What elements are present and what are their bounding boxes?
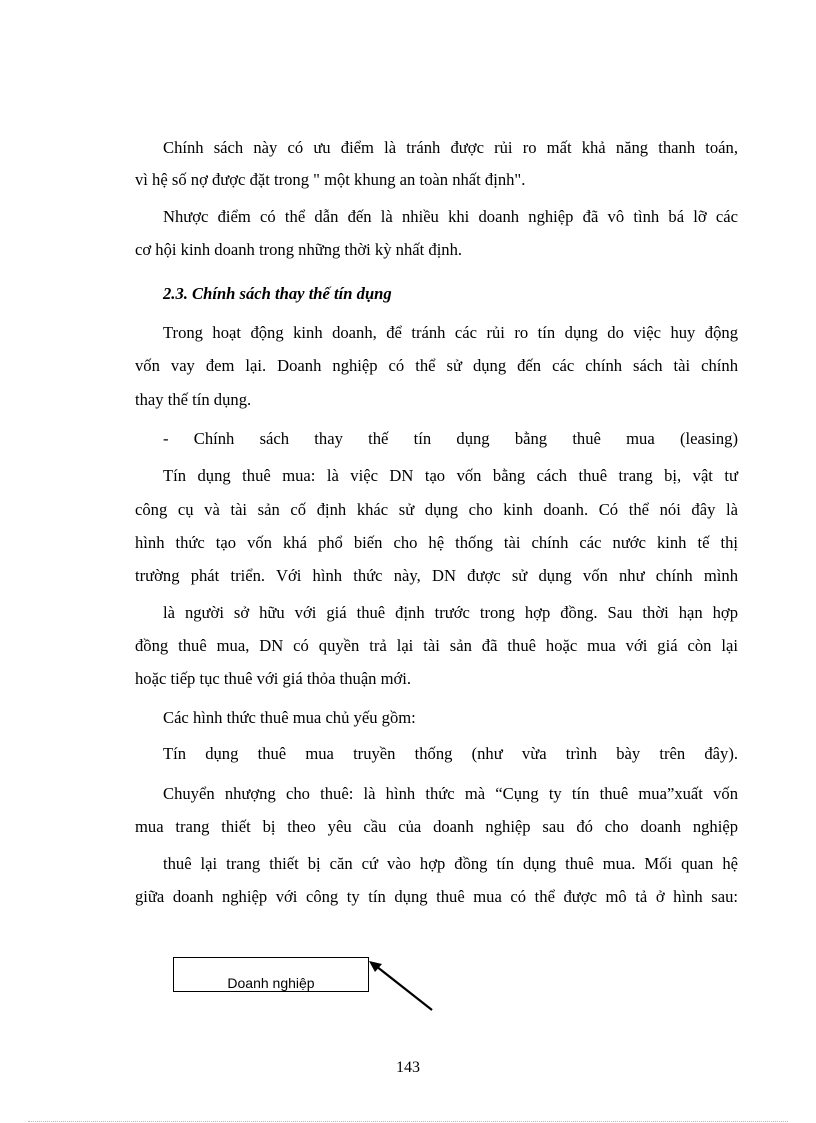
text-line-13: trường phát triển. Với hình thức này, DN được sử dụng vốn như chính mình: [135, 566, 738, 585]
section-heading: 2.3. Chính sách thay thế tín dụng: [163, 284, 392, 303]
diagram-arrow: [366, 960, 438, 1016]
text-line-6: Trong hoạt động kinh doanh, để tránh các rủi ro tín dụng do việc huy động: [163, 323, 738, 342]
text-line-20: mua trang thiết bị theo yêu cầu của doanh nghiệp sau đó cho doanh nghiệp: [135, 817, 738, 836]
text-line-12: hình thức tạo vốn khá phổ biến cho hệ thống tài chính các nước kinh tế thị: [135, 533, 738, 552]
diagram-box-label: Doanh nghiệp: [227, 975, 315, 991]
page-number: 143: [396, 1059, 420, 1076]
text-line-8: thay thế tín dụng.: [135, 390, 252, 409]
text-line-2: vì hệ số nợ được đặt trong " một khung an toàn nhất định".: [135, 170, 526, 189]
page-bottom-rule: [28, 1121, 788, 1122]
text-line-10: Tín dụng thuê mua: là việc DN tạo vốn bằng cách thuê trang bị, vật tư: [163, 466, 738, 485]
text-line-4: cơ hội kinh doanh trong những thời kỳ nhất định.: [135, 240, 463, 259]
text-line-17: Các hình thức thuê mua chủ yếu gồm:: [163, 708, 416, 727]
text-line-19: Chuyển nhượng cho thuê: là hình thức mà “Cụng ty tín thuê mua”xuất vốn: [163, 784, 738, 803]
text-line-18: Tín dụng thuê mua truyền thống (như vừa trình bày trên đây).: [163, 744, 738, 763]
text-line-7: vốn vay đem lại. Doanh nghiệp có thể sử dụng đến các chính sách tài chính: [135, 356, 738, 375]
text-line-14: là người sở hữu với giá thuê định trước trong hợp đồng. Sau thời hạn hợp: [163, 603, 738, 622]
text-line-1: Chính sách này có ưu điểm là tránh được rủi ro mất khả năng thanh toán,: [163, 138, 738, 157]
diagram-box-doanh-nghiep: [173, 957, 369, 992]
text-line-22: giữa doanh nghiệp với công ty tín dụng thuê mua có thể được mô tả ở hình sau:: [135, 887, 738, 906]
text-line-11: công cụ và tài sản cố định khác sử dụng cho kinh doanh. Có thể nói đây là: [135, 500, 738, 519]
text-line-15: đồng thuê mua, DN có quyền trả lại tài sản đã thuê hoặc mua với giá còn lại: [135, 636, 738, 655]
text-line-3: Nhược điểm có thể dẫn đến là nhiều khi doanh nghiệp đã vô tình bá lỡ các: [163, 207, 738, 226]
text-line-16: hoặc tiếp tục thuê với giá thỏa thuận mới.: [135, 669, 412, 688]
text-line-21: thuê lại trang thiết bị căn cứ vào hợp đồng tín dụng thuê mua. Mối quan hệ: [163, 854, 738, 873]
text-line-9: - Chính sách thay thế tín dụng bằng thuê mua (leasing): [163, 429, 738, 448]
